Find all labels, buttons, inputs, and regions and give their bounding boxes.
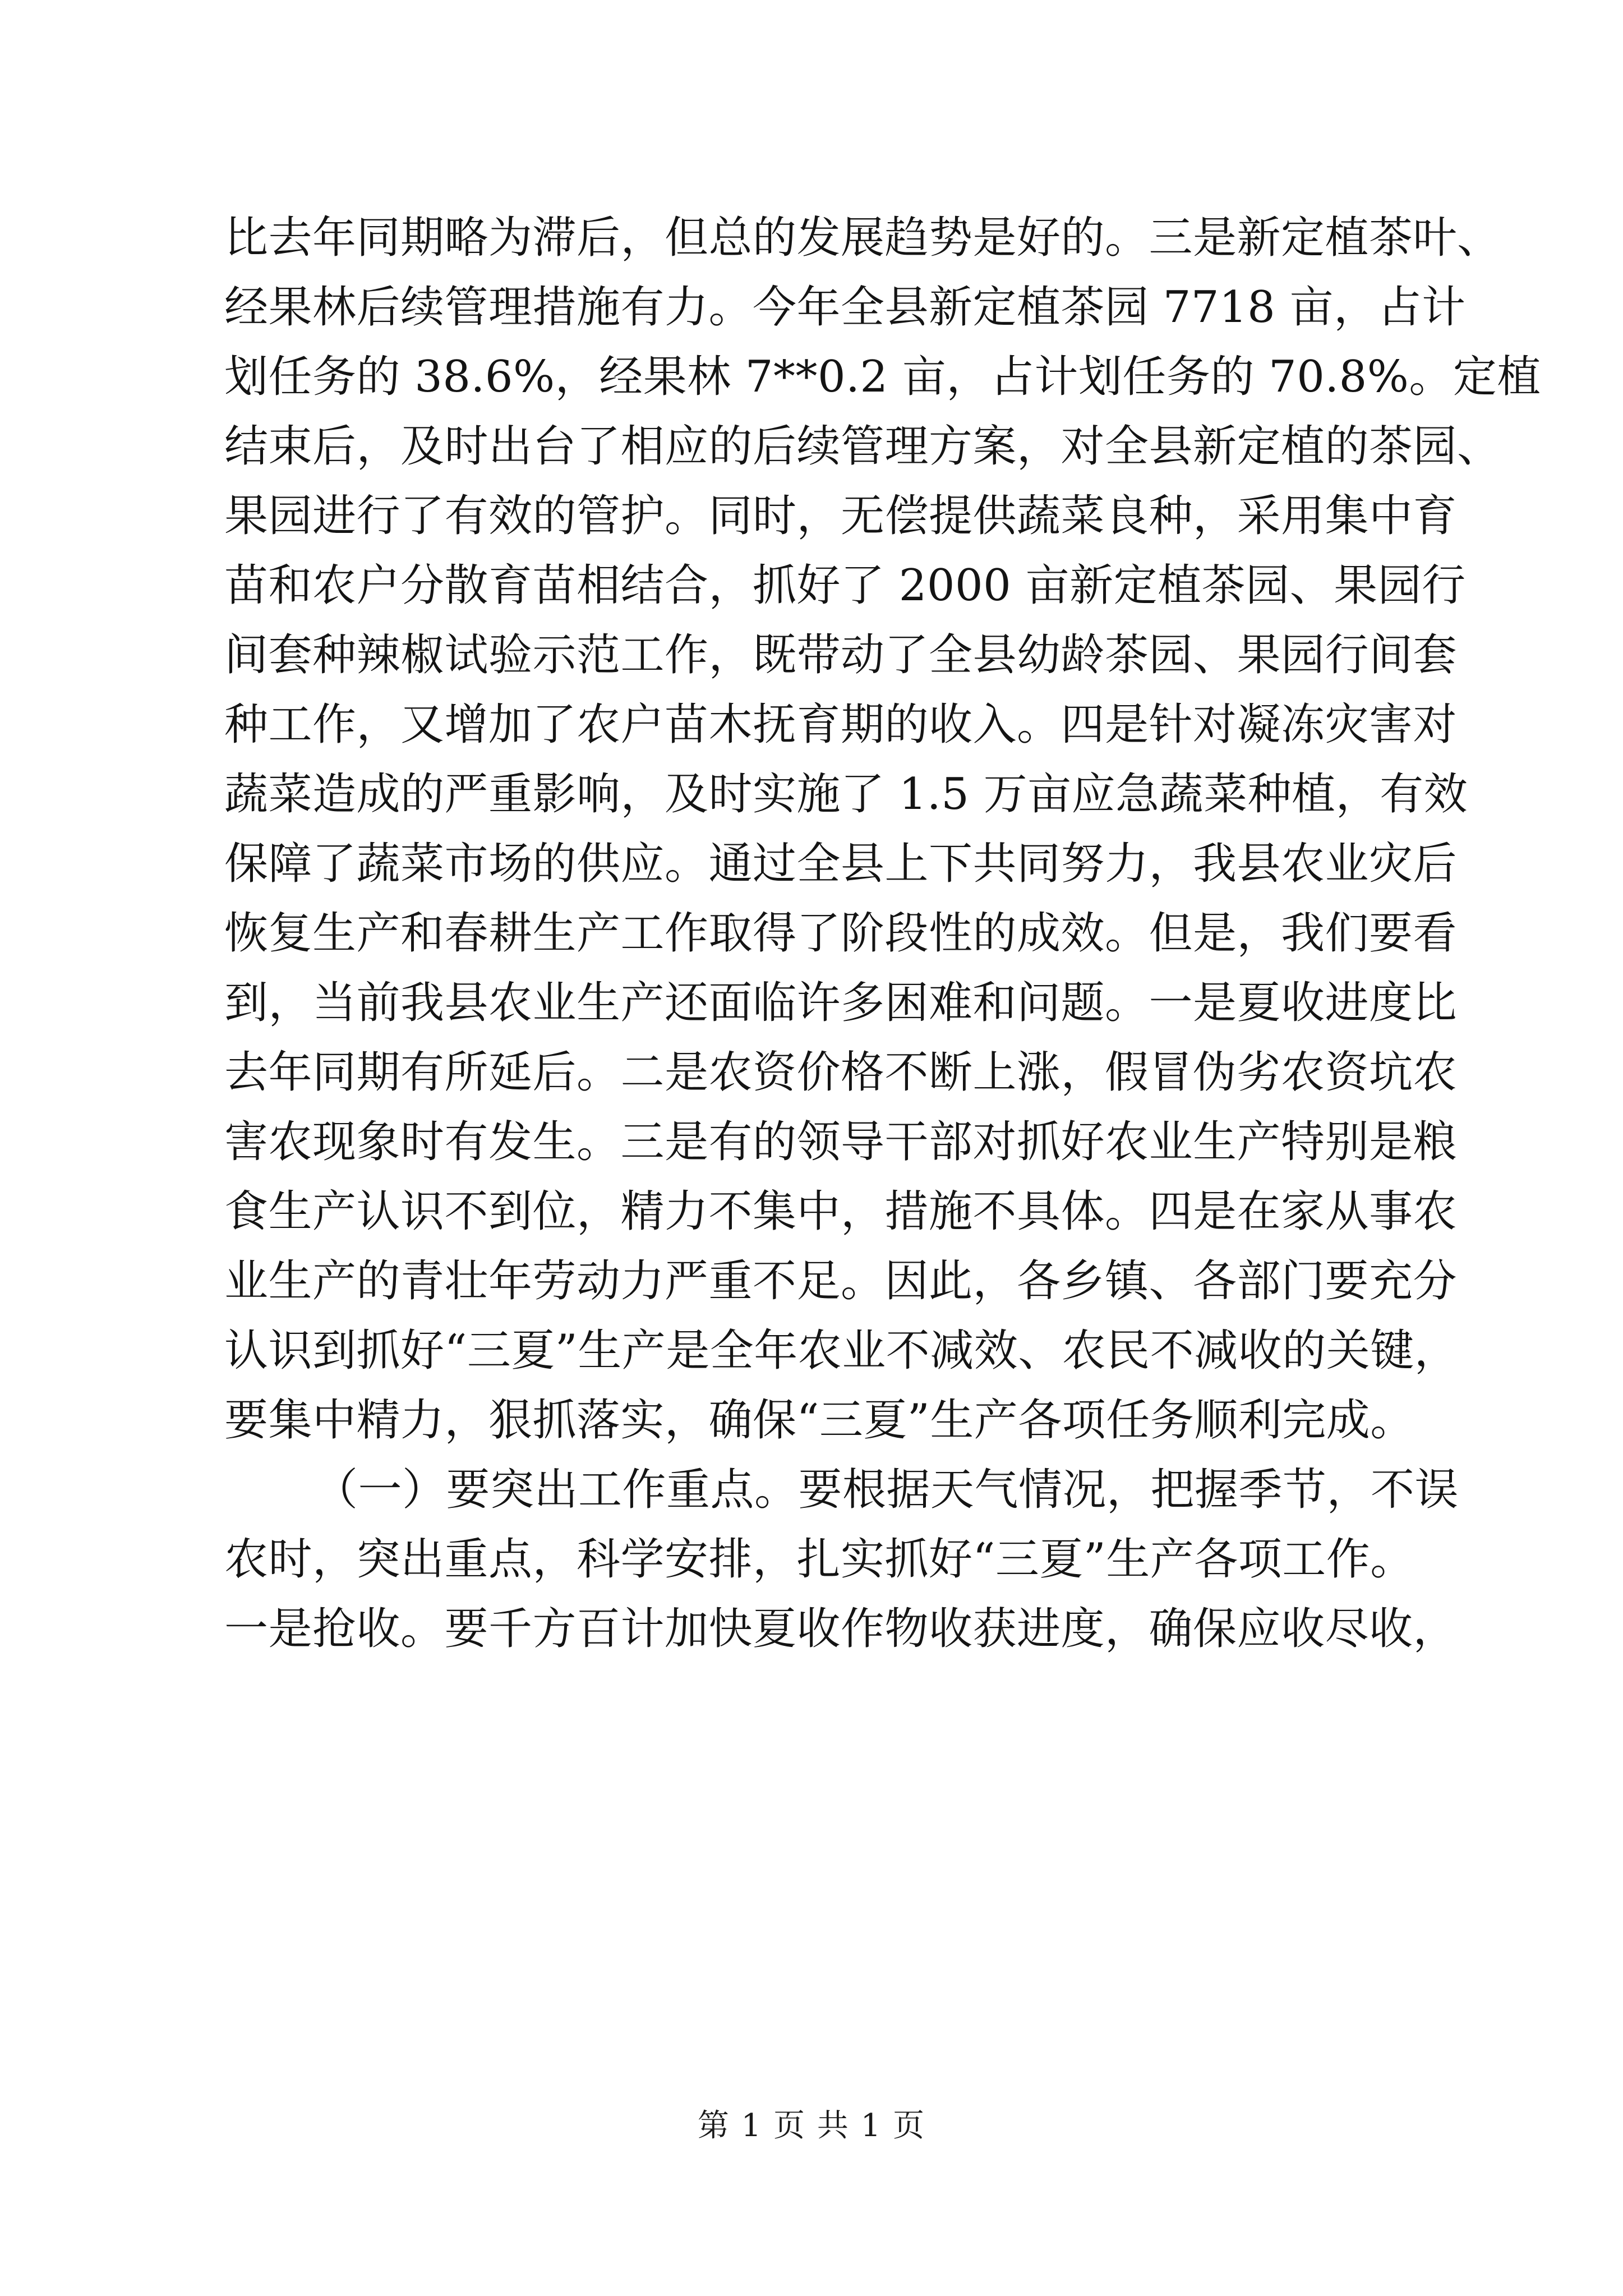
text-line: 食生产认识不到位，精力不集中，措施不具体。四是在家从事农	[224, 1186, 1458, 1237]
text-line: 果园进行了有效的管护。同时，无偿提供蔬菜良种，采用集中育	[224, 491, 1458, 541]
text-line: 认识到抓好“三夏”生产是全年农业不减效、农民不减收的关键，	[224, 1326, 1459, 1376]
text-line: 间套种辣椒试验示范工作，既带动了全县幼龄茶园、果园行间套	[224, 630, 1458, 680]
text-line: 苗和农户分散育苗相结合，抓好了 2000 亩新定植茶园、果园行	[224, 560, 1466, 611]
text-line: 比去年同期略为滞后，但总的发展趋势是好的。三是新定植茶叶、	[224, 213, 1501, 263]
text-line: 到，当前我县农业生产还面临许多困难和问题。一是夏收进度比	[224, 978, 1458, 1028]
text-line: 一是抢收。要千方百计加快夏收作物收获进度，确保应收尽收，	[224, 1604, 1458, 1654]
text-line: 农时，突出重点，科学安排，扎实抓好“三夏”生产各项工作。	[224, 1534, 1414, 1585]
text-line: 业生产的青壮年劳动力严重不足。因此，各乡镇、各部门要充分	[224, 1256, 1458, 1306]
text-line: 要集中精力，狠抓落实，确保“三夏”生产各项任务顺利完成。	[224, 1395, 1414, 1446]
text-line: 保障了蔬菜市场的供应。通过全县上下共同努力，我县农业灾后	[224, 839, 1458, 889]
text-line: 结束后，及时出台了相应的后续管理方案，对全县新定植的茶园、	[224, 421, 1501, 472]
text-line: 恢复生产和春耕生产工作取得了阶段性的成效。但是，我们要看	[224, 908, 1458, 959]
text-line: 蔬菜造成的严重影响，及时实施了 1.5 万亩应急蔬菜种植，有效	[224, 769, 1468, 820]
body-text	[224, 209, 1541, 1669]
page-footer: 第 1 页 共 1 页	[697, 2108, 926, 2144]
text-line: 去年同期有所延后。二是农资价格不断上涨，假冒伪劣农资坑农	[224, 1047, 1458, 1098]
text-line: 划任务的 38.6%，经果林 7**0.2 亩，占计划任务的 70.8%。定植	[224, 352, 1541, 402]
section-heading-line: （一）要突出工作重点。要根据天气情况，把握季节，不误	[314, 1465, 1459, 1515]
text-line: 种工作，又增加了农户苗木抚育期的收入。四是针对凝冻灾害对	[224, 700, 1458, 750]
text-line: 害农现象时有发生。三是有的领导干部对抓好农业生产特别是粮	[224, 1117, 1458, 1167]
text-line: 经果林后续管理措施有力。今年全县新定植茶园 7718 亩，占计	[224, 282, 1466, 333]
